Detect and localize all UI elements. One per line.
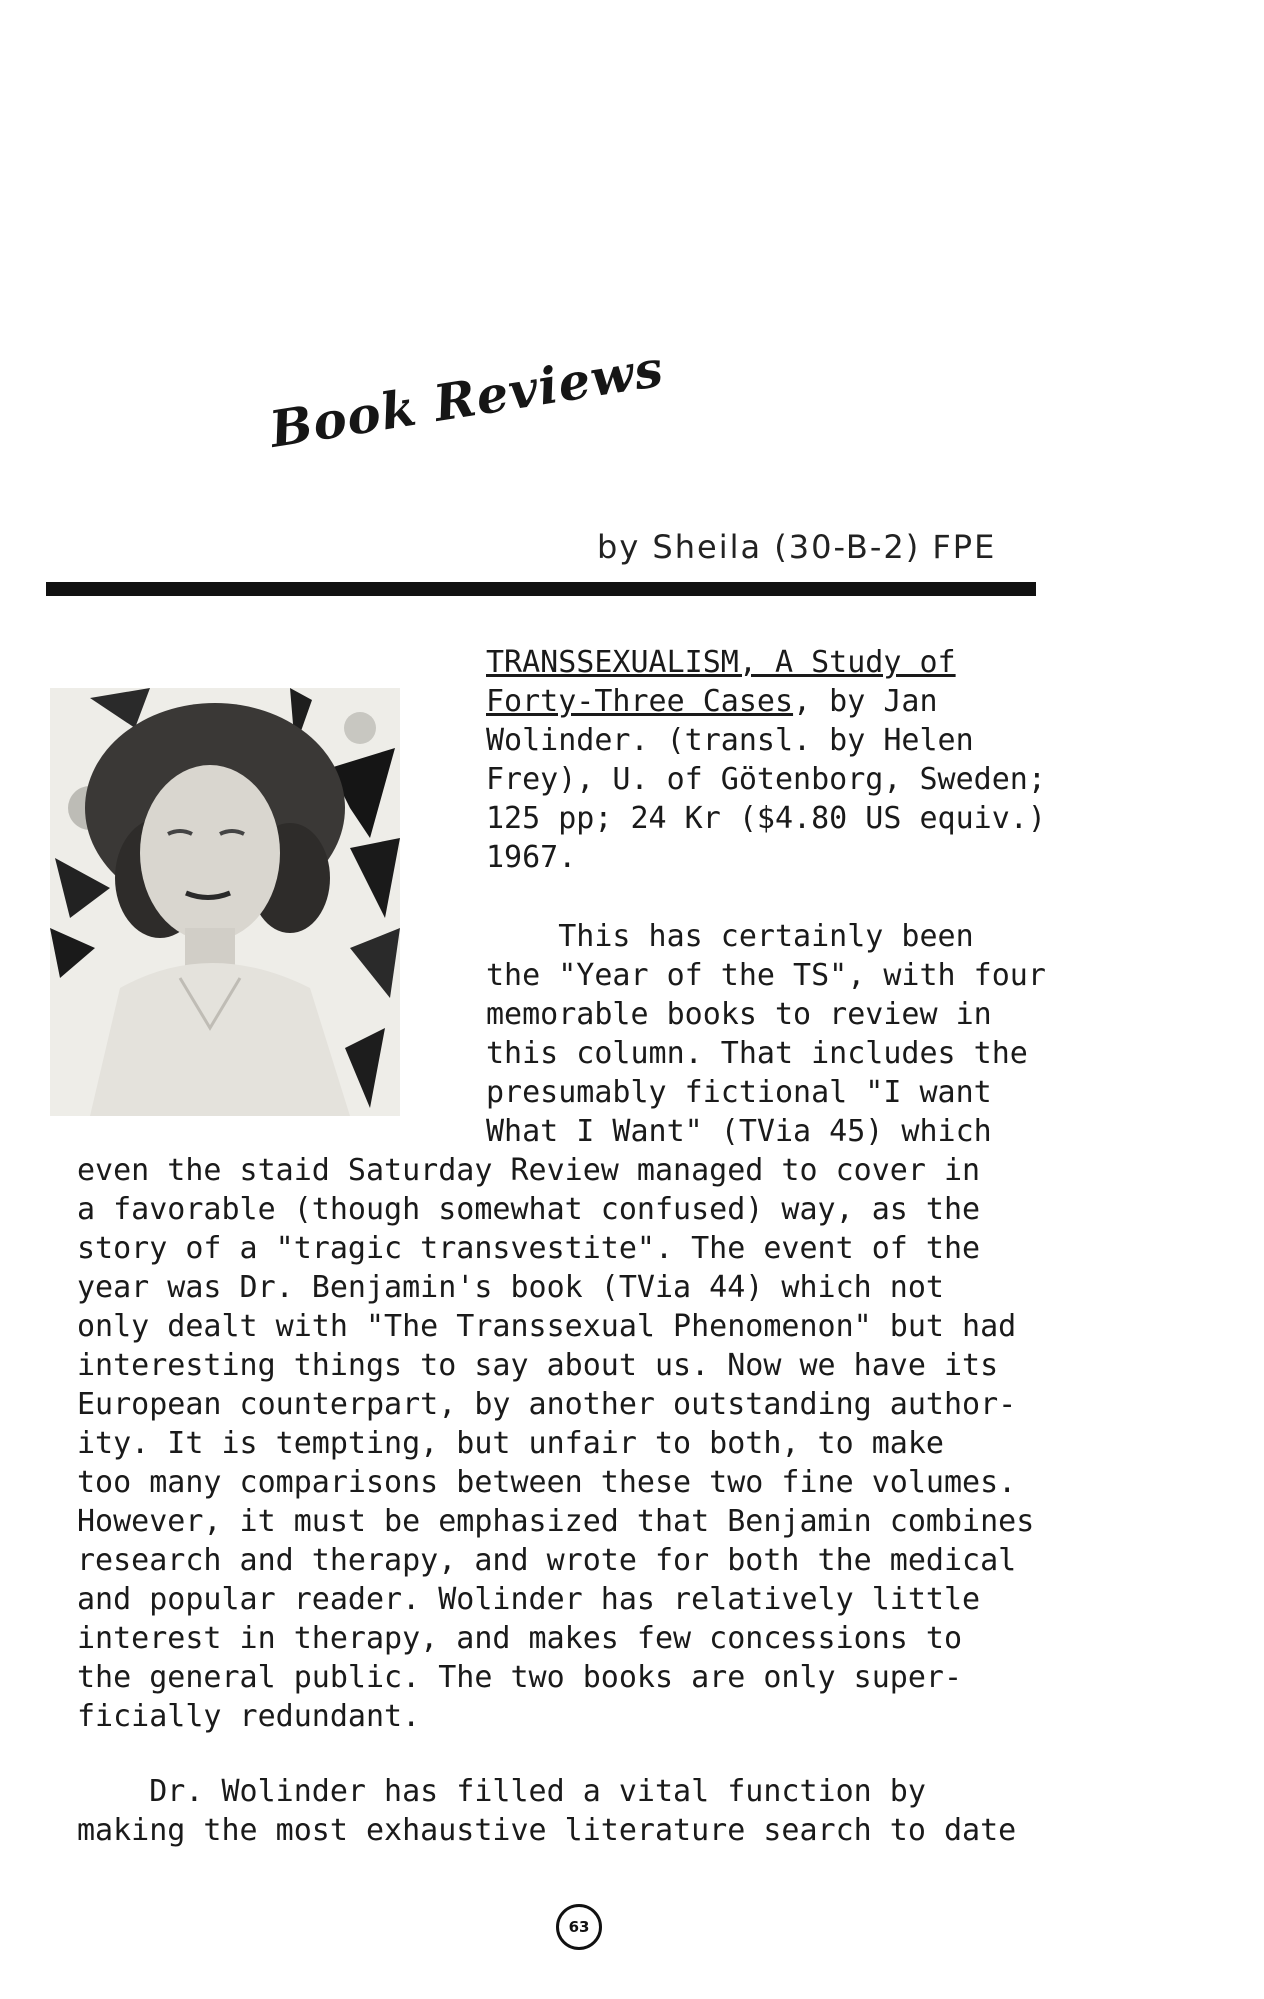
- text-line: memorable books to review in: [486, 997, 992, 1032]
- citation-line: 125 pp; 24 Kr ($4.80 US equiv.): [486, 801, 1046, 836]
- text-line: too many comparisons between these two fine volumes.: [77, 1465, 1017, 1500]
- text-line: ity. It is tempting, but unfair to both, to make: [77, 1426, 944, 1461]
- author-photo: [50, 688, 400, 1116]
- book-citation: [486, 643, 1046, 877]
- text-line: a favorable (though somewhat confused) way, as the: [77, 1192, 981, 1227]
- header-rule: [46, 582, 1036, 596]
- text-line: interest in therapy, and makes few concessions to: [77, 1621, 963, 1656]
- text-line: even the staid Saturday Review managed to cover in: [77, 1153, 981, 1188]
- text-line: only dealt with "The Transsexual Phenomenon" but had: [77, 1309, 1017, 1344]
- portrait-image: [50, 688, 400, 1116]
- text-line: What I Want" (TVia 45) which: [486, 1114, 992, 1149]
- text-line: This has certainly been: [486, 919, 974, 954]
- citation-line: Frey), U. of Götenborg, Sweden;: [486, 762, 1046, 797]
- review-paragraph-2: [77, 1772, 1016, 1850]
- citation-author: , by Jan: [793, 684, 938, 719]
- citation-title: TRANSSEXUALISM, A Study of: [486, 645, 956, 680]
- text-line: this column. That includes the: [486, 1036, 1028, 1071]
- review-paragraph-1-full: [77, 1151, 1034, 1736]
- text-line: the general public. The two books are only super-: [77, 1660, 963, 1695]
- text-line: Dr. Wolinder has filled a vital function by: [77, 1774, 926, 1809]
- citation-line: Wolinder. (transl. by Helen: [486, 723, 974, 758]
- byline: by Sheila (30-B-2) FPE: [597, 528, 997, 566]
- text-line: the "Year of the TS", with four: [486, 958, 1046, 993]
- citation-title-cont: Forty-Three Cases: [486, 684, 794, 719]
- text-line: ficially redundant.: [77, 1699, 421, 1734]
- text-line: However, it must be emphasized that Benjamin combines: [77, 1504, 1035, 1539]
- text-line: research and therapy, and wrote for both the medical: [77, 1543, 1017, 1578]
- text-line: making the most exhaustive literature search to date: [77, 1813, 1017, 1848]
- text-line: story of a "tragic transvestite". The event of the: [77, 1231, 981, 1266]
- text-line: year was Dr. Benjamin's book (TVia 44) which not: [77, 1270, 944, 1305]
- text-line: interesting things to say about us. Now we have its: [77, 1348, 999, 1383]
- text-line: and popular reader. Wolinder has relatively little: [77, 1582, 981, 1617]
- text-line: presumably fictional "I want: [486, 1075, 992, 1110]
- text-line: European counterpart, by another outstanding author-: [77, 1387, 1017, 1422]
- review-paragraph-1-wrapped: [486, 917, 1046, 1151]
- page-title: Book Reviews: [265, 338, 668, 459]
- citation-line: 1967.: [486, 840, 577, 875]
- page-number: 63: [556, 1904, 602, 1950]
